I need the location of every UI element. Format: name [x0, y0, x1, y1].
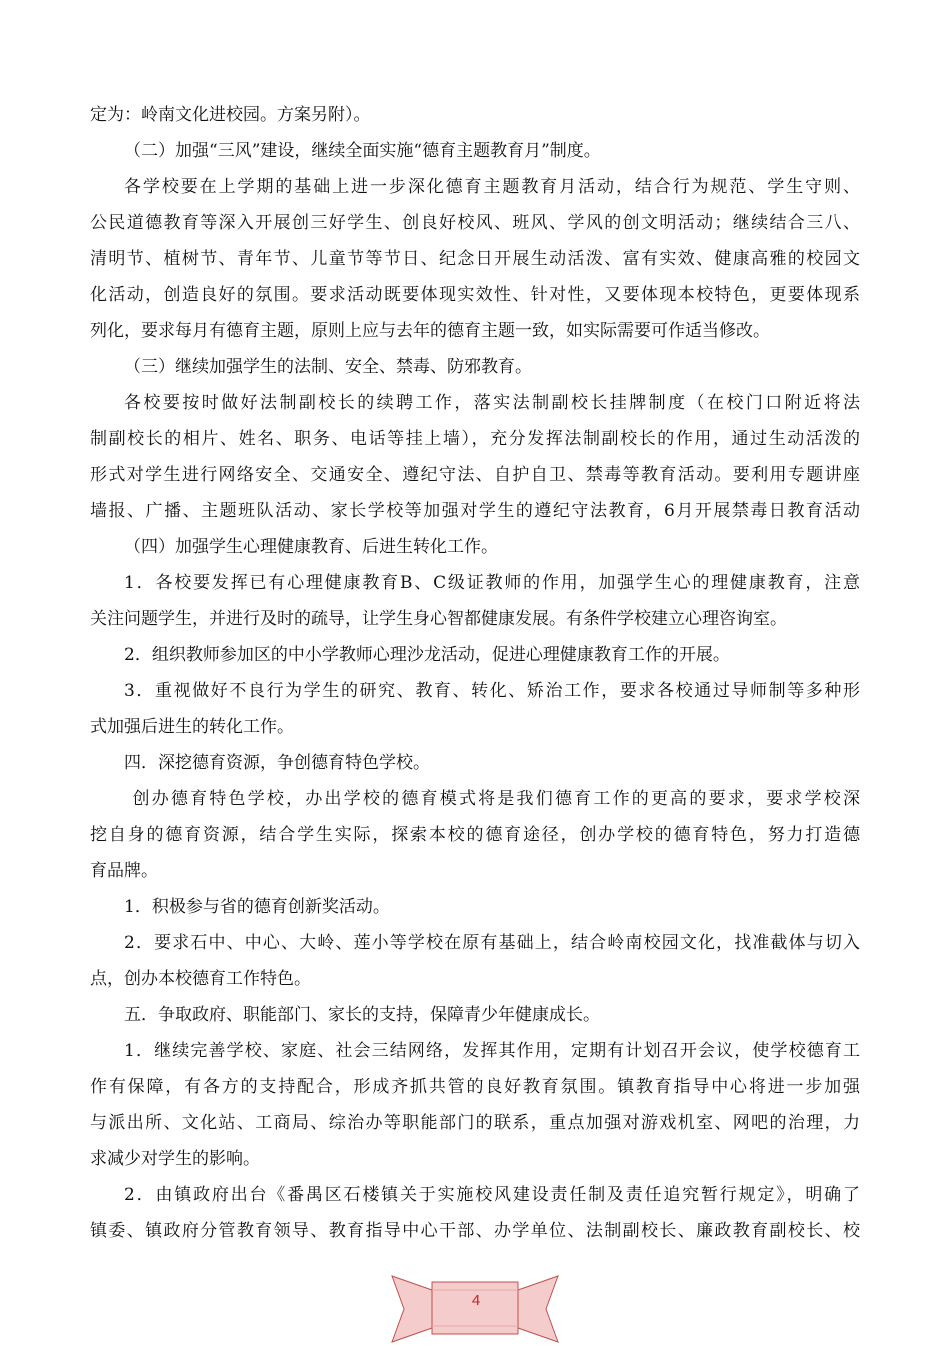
text-line: （三）继续加强学生的法制、安全、禁毒、防邪教育。 — [124, 357, 532, 377]
text-line: （二）加强“三风”建设，继续全面实施“德育主题教育月”制度。 — [124, 141, 601, 161]
text-line: 制副校长的相片、姓名、职务、电话等挂上墙），充分发挥法制副校长的作用，通过生动活泼的 — [90, 429, 860, 449]
text-line: 1．积极参与省的德育创新奖活动。 — [124, 897, 390, 917]
text-line: 求减少对学生的影响。 — [90, 1149, 260, 1169]
text-line: 与派出所、文化站、工商局、综治办等职能部门的联系，重点加强对游戏机室、网吧的治理，力 — [90, 1113, 860, 1133]
text-line: 2．组织教师参加区的中小学教师心理沙龙活动，促进心理健康教育工作的开展。 — [124, 645, 730, 665]
text-line: （四）加强学生心理健康教育、后进生转化工作。 — [124, 537, 498, 557]
text-line: 育品牌。 — [90, 861, 158, 881]
page-number: 4 — [471, 1292, 481, 1309]
text-line: 四．深挖德育资源，争创德育特色学校。 — [124, 753, 430, 773]
text-line: 2．由镇政府出台《番禺区石楼镇关于实施校风建设责任制及责任追究暂行规定》，明确了 — [124, 1185, 860, 1205]
text-line: 墙报、广播、主题班队活动、家长学校等加强对学生的遵纪守法教育，6月开展禁毒日教育活动 — [90, 501, 860, 521]
text-line: 各校要按时做好法制副校长的续聘工作，落实法制副校长挂牌制度（在校门口附近将法 — [124, 393, 860, 413]
text-line: 作有保障，有各方的支持配合，形成齐抓共管的良好教育氛围。镇教育指导中心将进一步加强 — [90, 1077, 860, 1097]
text-line: 创办德育特色学校，办出学校的德育模式将是我们德育工作的更高的要求，要求学校深 — [132, 789, 860, 809]
text-line: 式加强后进生的转化工作。 — [90, 717, 294, 737]
text-line: 形式对学生进行网络安全、交通安全、遵纪守法、自护自卫、禁毒等教育活动。要利用专题讲座 — [90, 465, 860, 485]
text-line: 公民道德教育等深入开展创三好学生、创良好校风、班风、学风的创文明活动；继续结合三八、 — [90, 213, 860, 233]
text-line: 列化，要求每月有德育主题，原则上应与去年的德育主题一致，如实际需要可作适当修改。 — [90, 321, 770, 341]
text-line: 1．继续完善学校、家庭、社会三结网络，发挥其作用，定期有计划召开会议，使学校德育工 — [124, 1041, 860, 1061]
text-line: 2．要求石中、中心、大岭、莲小等学校在原有基础上，结合岭南校园文化，找准截体与切入 — [124, 933, 860, 953]
text-line: 清明节、植树节、青年节、儿童节等节日、纪念日开展生动活泼、富有实效、健康高雅的校园文 — [90, 249, 860, 269]
page-footer — [0, 1262, 950, 1344]
text-line: 1．各校要发挥已有心理健康教育B、C级证教师的作用，加强学生心的理健康教育，注意 — [124, 573, 860, 593]
text-line: 五．争取政府、职能部门、家长的支持，保障青少年健康成长。 — [124, 1005, 600, 1025]
text-line: 点，创办本校德育工作特色。 — [90, 969, 311, 989]
text-line: 镇委、镇政府分管教育领导、教育指导中心干部、办学单位、法制副校长、廉政教育副校长、校 — [90, 1221, 860, 1241]
text-line: 各学校要在上学期的基础上进一步深化德育主题教育月活动，结合行为规范、学生守则、 — [124, 177, 860, 197]
text-line: 挖自身的德育资源，结合学生实际，探索本校的德育途径，创办学校的德育特色，努力打造德 — [90, 825, 860, 845]
document-body — [90, 97, 860, 1249]
text-line: 定为：岭南文化进校园。方案另附）。 — [90, 105, 371, 125]
text-line: 3．重视做好不良行为学生的研究、教育、转化、矫治工作，要求各校通过导师制等多种形 — [124, 681, 860, 701]
text-line: 化活动，创造良好的氛围。要求活动既要体现实效性、针对性，又要体现本校特色，更要体现系 — [90, 285, 860, 305]
text-line: 关注问题学生，并进行及时的疏导，让学生身心智都健康发展。有条件学校建立心理咨询室。 — [90, 609, 787, 629]
